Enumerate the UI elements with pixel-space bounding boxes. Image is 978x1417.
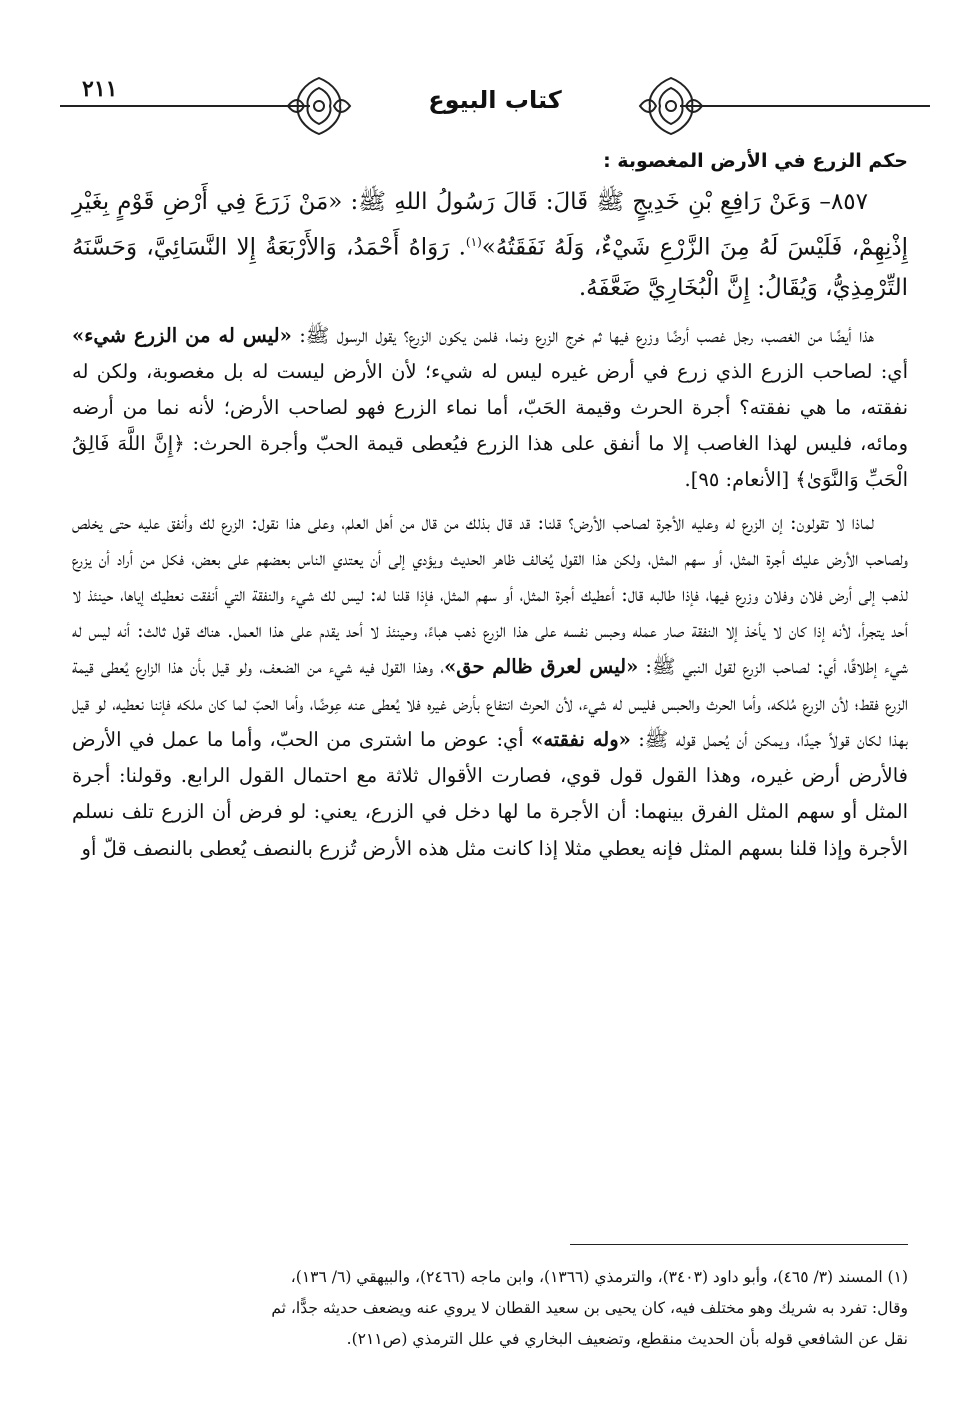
p2-text-b: ، وهذا القول فيه شيء من الضعف، ولو قيل بأن هذا الزارع يُعطى قيمة الزرع فقط؛ لأن الزرع مُلكه، وأما الحرث والحبس فليس له شيء، لأن الحرث انتفاع بأرض غيره فلا يُعطى عنه عِوضًا، وأما الحبّ لما كان ملكه فإننا نعطيه، لو قيل بهذا لكان قولاً جيدًا، ويمكن أن يُحمل قوله ﷺ: (72, 655, 908, 751)
p2-text-c: أي: عوض ما اشترى من الحبّ، وأما ما عمل في الأرض فالأرض أرض غيره، وهذا القول قول قوي، فصارت الأقوال ثلاثة مع احتمال القول الرابع. وقولنا: أجرة المثل أو سهم المثل الفرق بينهما: أن الأجرة ما لها دخل في الزرع، يعني: لو فرض أن الزرع تلف نسلم الأجرة وإذا قلنا بسهم المثل فإنه يعطي مثلا إذا كانت مثل هذه الأرض تُزرع بالنصف يُعطى بالنصف قلّ أو (72, 727, 908, 860)
p2-text-a: لماذا لا تقولون: إن الزرع له وعليه الأجرة لصاحب الأرض؟ قلنا: قد قال بذلك من قال من أهل العلم، وعلى هذا نقول: الزرع لك وأنفق عليه حتى يخلص ولصاحب الأرض عليك أجرة المثل، أو سهم المثل، ولكن هذا القول يُخالف ظاهر الحديث ويؤدي إلى أن يعتدي الناس بعضهم على بعض، فكل من أراد أن يزرع لذهب إلى أرض فلان وفلان وزرع فيها، فإذا طالبه قال: أعطيك أجرة المثل، أو سهم المثل، فإذا قلنا له: ليس لك شيء والنفقة التي أنفقت نعطيك إياها، حينئذ لا أحد يتجرأ، لأنه إذا كان لا يأخذ إلا النفقة صار عمله وحبس نفسه على هذا الزرع ذهب هباءً، وحينئذ لا أحد يقدم على هذا العمل. هناك قول ثالث: أنه ليس له شيء إطلاقًا، أي: لصاحب الزرع لقول النبي ﷺ: (72, 510, 908, 679)
footnote-line-2: وقال: تفرد به شريك وهو مختلف فيه، كان يحيى بن سعيد القطان لا يروي عنه ويضعف حديثه جدًّا، ثم (271, 1299, 908, 1317)
main-text (72, 150, 908, 873)
p1-quote: «ليس له من الزرع شيء» (72, 323, 292, 347)
p1-text-b: أي: لصاحب الزرع الذي زرع في أرض غيره ليس له شيء؛ لأن الأرض ليست له بل مغصوبة، ولكن له نفقته، ما هي نفقته؟ أجرة الحرث وقيمة الحَبّ، أما نماء الزرع فهو لصاحب الأرض؛ لأنه نما من أرضه ومائه، فليس لهذا الغاصب إلا ما أنفق على هذا الزرع فيُعطى قيمة الحبّ وأجرة الحرث: ﴿إِنَّ اللَّهَ فَالِقُ الْحَبِّ وَالنَّوَىٰ﴾ [الأنعام: ٩٥]. (72, 359, 908, 492)
page-number: ٢١١ (82, 76, 118, 102)
p2-quote-1: «ليس لعرق ظالم حق» (444, 655, 639, 679)
footnote-reference: (١) (465, 235, 482, 249)
hadith-tail: . رَوَاهُ أَحْمَدُ، وَالأَرْبَعَةُ إِلا النَّسَائِيَّ، وَحَسَّنَهُ التِّرْمِذِيُّ، وَيُقَالُ: إِنَّ الْبُخَارِيَّ ضَعَّفَهُ. (72, 234, 908, 301)
hadith-body: ٨٥٧– وَعَنْ رَافِعِ بْنِ خَدِيجٍ ﷺ قَالَ: قَالَ رَسُولُ اللهِ ﷺ: «مَنْ زَرَعَ فِي أَرْضِ قَوْمٍ بِغَيْرِ إِذْنِهِمْ، فَلَيْسَ لَهُ مِنَ الزَّرْعِ شَيْءٌ، وَلَهُ نَفَقَتُهُ» (72, 189, 908, 261)
hadith-text (72, 182, 908, 308)
page-title: كتاب البيوع (428, 86, 562, 114)
header-rule-left (60, 105, 310, 107)
section-title: حكم الزرع في الأرض المغصوبة : (603, 150, 908, 172)
footnote-line-3: نقل عن الشافعي قوله بأن الحديث منقطع، وتضعيف البخاري في علل الترمذي (ص٢١١). (346, 1330, 908, 1348)
p1-text-a: هذا أيضًا من الغصب، رجل غصب أرضًا وزرع فيها ثم خرج الزرع ونما، فلمن يكون الزرع؟ يقول الرسول ﷺ: (291, 323, 874, 347)
footnote (72, 1262, 908, 1355)
p2-quote-2: «وله نفقته» (531, 727, 631, 751)
ornament-left-icon (284, 74, 354, 138)
page-header (60, 68, 930, 138)
footnote-line-1: (١) المسند (٣/ ٤٦٥)، وأبو داود (٣٤٠٣)، والترمذي (١٣٦٦)، وابن ماجه (٢٤٦٦)، والبيهقي (٦/ ١٣٦)، (290, 1268, 908, 1286)
footnote-separator (570, 1244, 908, 1245)
commentary-paragraph-1 (72, 318, 908, 499)
header-rule-right (680, 105, 930, 107)
ornament-right-icon (636, 74, 706, 138)
commentary-paragraph-2 (72, 505, 908, 867)
